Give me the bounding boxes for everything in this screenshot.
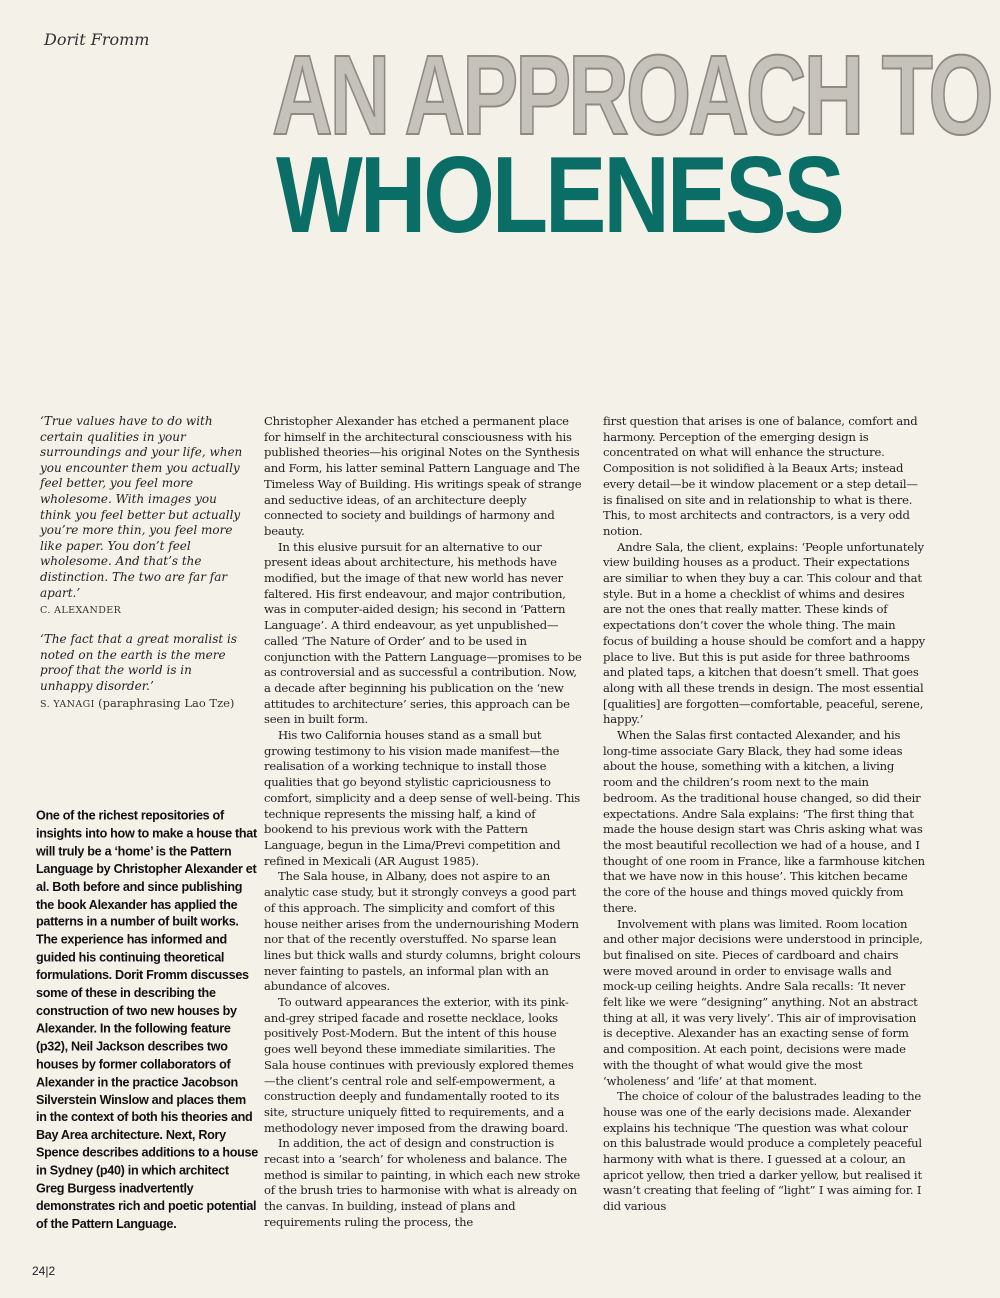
epigraph-attribution bbox=[40, 696, 245, 713]
paragraph: In addition, the act of design and construction is recast into a ‘search’ for wholeness and balance. The method is similar to painting, in which each new stroke of the brush tries to harmonise with what is already on the canvas. In building, instead of plans and requirements ruling the process, the bbox=[264, 1136, 581, 1229]
author-byline: Dorit Fromm bbox=[44, 30, 150, 49]
page-number: 24|2 bbox=[32, 1264, 56, 1278]
paragraph: The choice of colour of the balustrades leading to the house was one of the early decisions made. Alexander explains his technique ‘The question was what colour on this balustrade would produce a completely peaceful harmony with what is there. I guessed at a colour, an apricot yellow, then tried a darker yellow, but realised it wasn’t creating that feeling of “light” I was aiming for. I did various bbox=[603, 1089, 922, 1214]
paragraph: Involvement with plans was limited. Room location and other major decisions were understood in principle, but finalised on site. Pieces of cardboard and chairs were moved around in order to envisage walls and mock-up ceiling heights. Andre Sala recalls: ‘It never felt like we were “designing” anything. Not an abstract thing at all, it was very lively’. This air of improvisation is deceptive. Alexander has an exacting sense of form and composition. At each point, decisions were made with the thought of what would give the most ‘wholeness’ and ‘life’ at that moment. bbox=[603, 916, 923, 1088]
attribution-name: S. YANAGI bbox=[40, 699, 95, 711]
attribution-name: C. ALEXANDER bbox=[40, 605, 122, 617]
paragraph: first question that arises is one of balance, comfort and harmony. Perception of the emerging design is concentrated on what will enhance the structure. Composition is not solidified à la Beaux Arts; instead every detail—be it window placement or a step detail—is finalised on site and in relationship to what is there. This, to most architects and contractors, is a very odd notion. bbox=[603, 414, 918, 538]
paragraph: To outward appearances the exterior, with its pink-and-grey striped facade and rosette necklace, looks positively Post-Modern. But the intent of this house goes well beyond these immediate similarities. The Sala house continues with previously explored themes—the client’s central role and self-empowerment, a construction deeply and fundamentally rooted to its site, structure uniquely fitted to requirements, and a methodology never imposed from the drawing board. bbox=[264, 995, 574, 1135]
body-column-2 bbox=[603, 414, 925, 1215]
paragraph: When the Salas first contacted Alexander, and his long-time associate Gary Black, they had some ideas about the house, something with a kitchen, a living room and the children’s room next to the main bedroom. As the traditional house changed, so did their expectations. Andre Sala explains: ‘The first thing that made the house design start was Chris asking what was the most beautiful recollection we had of a house, and I thought of one room in France, like a farmhouse kitchen that we have now in this house’. This kitchen became the core of the house and things moved quickly from there. bbox=[603, 728, 925, 915]
epigraph-2 bbox=[40, 632, 245, 713]
paragraph: In this elusive pursuit for an alternative to our present ideas about architecture, his methods have modified, but the image of that new world has never faltered. His first endeavour, and major contribution, was in computer-aided design; his second in ‘Pattern Language’. A third endeavour, as yet unpublished—called ‘The Nature of Order’ and to be used in conjunction with the Pattern Language—promises to be as controversial and as successful a contribution. Now, a decade after beginning his publication on the ‘new attitudes to architecture’ series, this approach can be seen in built form. bbox=[264, 539, 582, 727]
epigraph-attribution bbox=[40, 603, 245, 619]
paragraph: His two California houses stand as a small but growing testimony to his vision made manifest—the realisation of a working technique to install those qualities that go beyond stylistic capriciousness to comfort, simplicity and a deep sense of well-being. This technique represents the missing half, a kind of bookend to his previous work with the Pattern Language, begun in the Lima/Previ competition and refined in Mexicali (AR August 1985). bbox=[264, 728, 580, 868]
epigraph-1 bbox=[40, 414, 245, 619]
paragraph: Andre Sala, the client, explains: ‘People unfortunately view building houses as a product. Their expectations are similiar to when they buy a car. This colour and that style. But in a home a checklist of whims and desires are not the ones that really matter. These kinds of expectations don’t cover the whole thing. The main focus of building a house should be comfort and a happy place to live. But this is put aside for three bathrooms and plated taps, a kitchen that doesn’t smell. That goes along with all these trends in design. The most essential [qualities] are forgotten—comfortable, peaceful, serene, happy.’ bbox=[603, 539, 925, 727]
paragraph: Christopher Alexander has etched a permanent place for himself in the architectural consciousness with his published theories—his original Notes on the Synthesis and Form, his latter seminal Pattern Language and The Timeless Way of Building. His writings speak of strange and seductive ideas, of an architecture deeply connected to society and buildings of harmony and beauty. bbox=[264, 414, 582, 538]
body-column-1 bbox=[264, 414, 582, 1231]
headline-line2: WHOLENESS bbox=[276, 135, 842, 256]
attribution-note: (paraphrasing Lao Tze) bbox=[98, 696, 235, 711]
headline-line1: AN APPROACH TO bbox=[272, 31, 991, 159]
epigraph-text: ‘True values have to do with certain qualities in your surroundings and your life, when you encounter them you actually feel better, you feel more wholesome. With images you think you feel better but actually you’re more thin, you feel more like paper. You don’t feel wholesome. And that’s the distinction. The two are far far apart.’ bbox=[40, 414, 243, 600]
epigraph-text: ‘The fact that a great moralist is noted on the earth is the mere proof that the world is in unhappy disorder.’ bbox=[40, 632, 237, 693]
paragraph: The Sala house, in Albany, does not aspire to an analytic case study, but it strongly conveys a good part of this approach. The simplicity and comfort of this house neither arises from the undernourishing Modern nor that of the recently overstuffed. No sparse lean lines but thick walls and sturdy columns, bright colours never fainting to pastels, an informal plan with an abundance of alcoves. bbox=[264, 869, 581, 994]
standfirst: One of the richest repositories of insights into how to make a house that will truly be a ‘home’ is the Pattern Language by Christopher Alexander et al. Both before and since publishing the book Alexander has applied the patterns in a number of built works. The experience has informed and guided his continuing theoretical formulations. Dorit Fromm discusses some of these in describing the construction of two new houses by Alexander. In the following feature (p32), Neil Jackson describes two houses by former collaborators of Alexander in the practice Jacobson Silverstein Winslow and places them in the context of both his theories and Bay Area architecture. Next, Rory Spence describes additions to a house in Sydney (p40) in which architect Greg Burgess inadvertently demonstrates rich and poetic potential of the Pattern Language. bbox=[36, 808, 258, 1232]
